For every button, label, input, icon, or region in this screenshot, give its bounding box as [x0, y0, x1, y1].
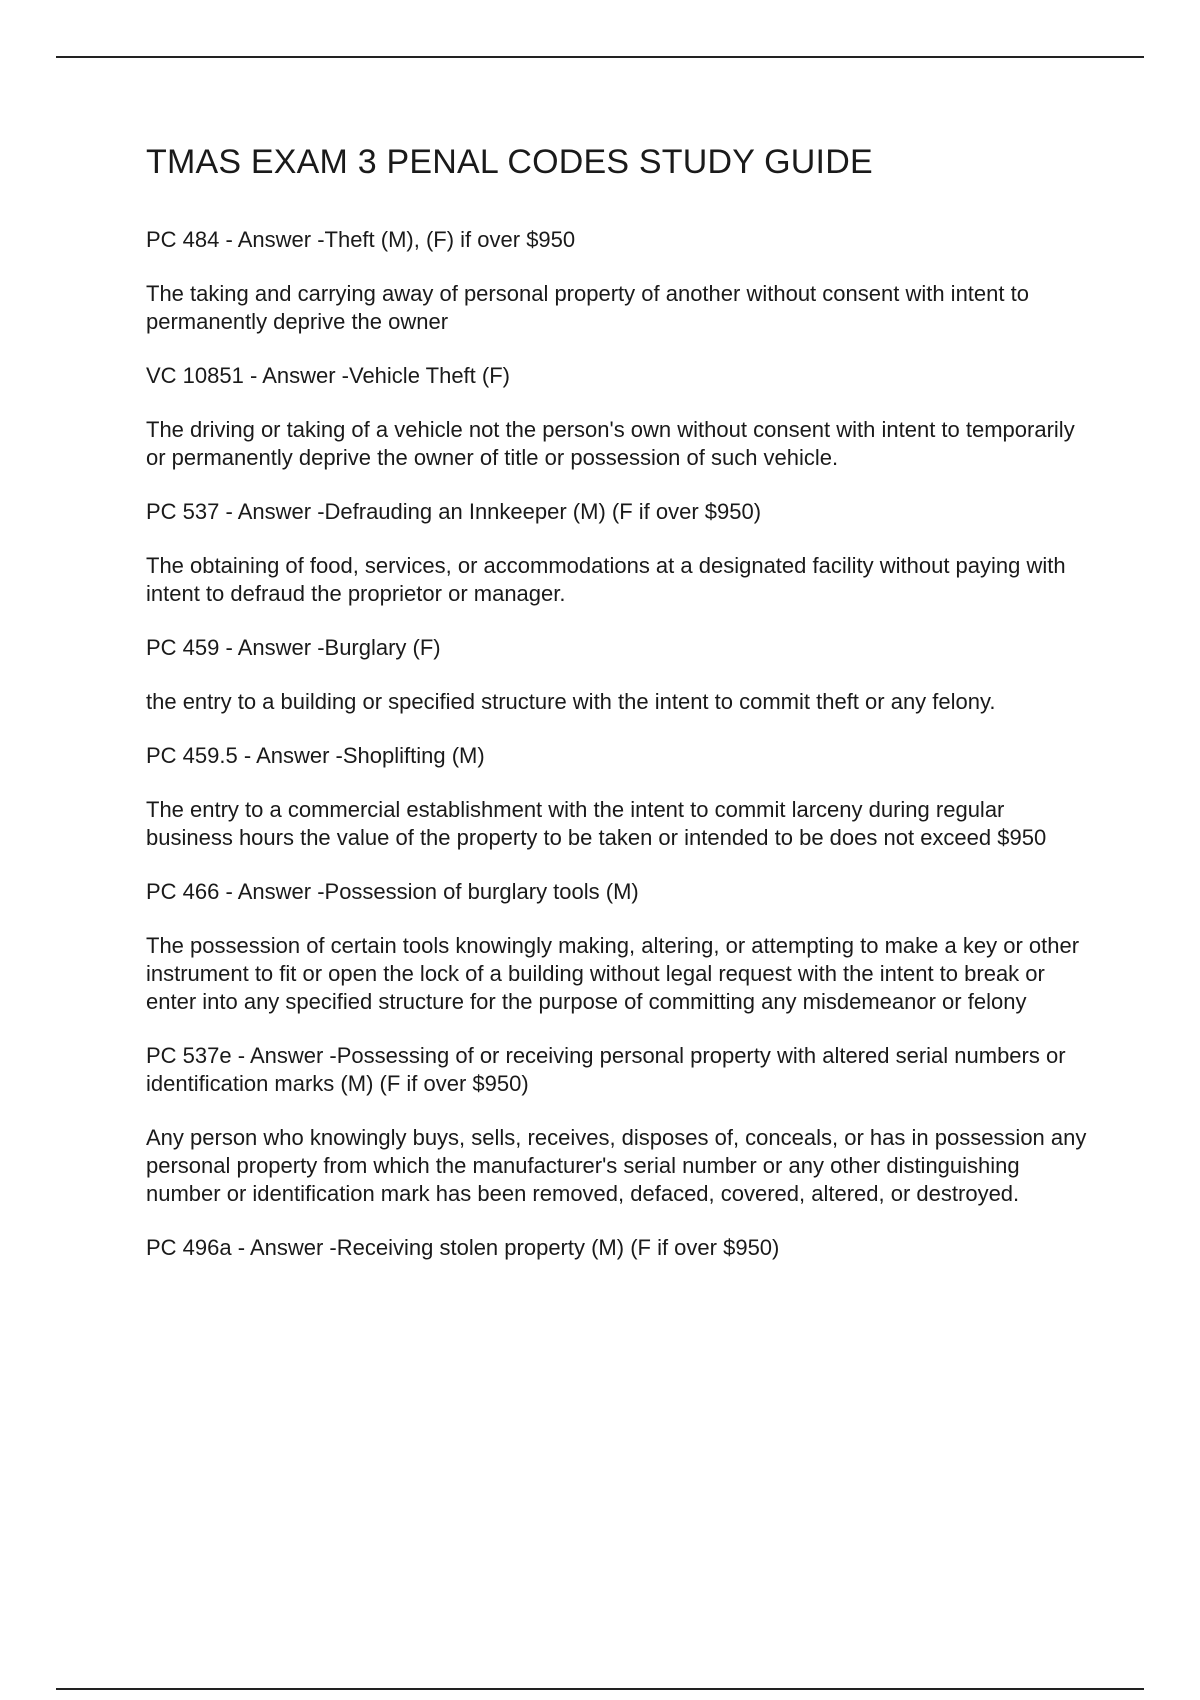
- entry-question: PC 466 - Answer -Possession of burglary tools (M): [146, 879, 639, 904]
- entry-question: PC 459.5 - Answer -Shoplifting (M): [146, 743, 485, 768]
- entry-answer: The taking and carrying away of personal property of another without consent with intent to permanently deprive the owner: [146, 281, 1029, 334]
- top-divider: [56, 56, 1144, 58]
- entry-answer: the entry to a building or specified structure with the intent to commit theft or any felony.: [146, 689, 996, 714]
- bottom-divider: [56, 1688, 1144, 1690]
- entry-question: PC 537e - Answer -Possessing of or receiving personal property with altered serial numbers or identification marks (M) (F if over $950): [146, 1043, 1066, 1096]
- entry-question: PC 537 - Answer -Defrauding an Innkeeper (M) (F if over $950): [146, 499, 762, 524]
- entry-answer: The entry to a commercial establishment with the intent to commit larceny during regular business hours the value of the property to be taken or intended to be does not exceed $950: [146, 797, 1047, 850]
- entry-answer: The driving or taking of a vehicle not the person's own without consent with intent to temporarily or permanently deprive the owner of title or possession of such vehicle.: [146, 417, 1075, 470]
- entry-question: PC 496a - Answer -Receiving stolen property (M) (F if over $950): [146, 1235, 780, 1260]
- entry-question: PC 459 - Answer -Burglary (F): [146, 635, 441, 660]
- entry-answer: Any person who knowingly buys, sells, receives, disposes of, conceals, or has in possession any personal property from which the manufacturer's serial number or any other distinguishing number or identification mark has been removed, defaced, covered, altered, or destroyed.: [146, 1125, 1087, 1206]
- entry-question: PC 484 - Answer -Theft (M), (F) if over $950: [146, 227, 576, 252]
- entry-answer: The obtaining of food, services, or accommodations at a designated facility without paying with intent to defraud the proprietor or manager.: [146, 553, 1066, 606]
- entry-answer: The possession of certain tools knowingly making, altering, or attempting to make a key or other instrument to fit or open the lock of a building without legal request with the intent to break or enter into any specified structure for the purpose of committing any misdemeanor or felony: [146, 933, 1080, 1014]
- document-body: [146, 142, 1096, 1288]
- document-title: TMAS EXAM 3 PENAL CODES STUDY GUIDE: [146, 143, 873, 181]
- entry-question: VC 10851 - Answer -Vehicle Theft (F): [146, 363, 510, 388]
